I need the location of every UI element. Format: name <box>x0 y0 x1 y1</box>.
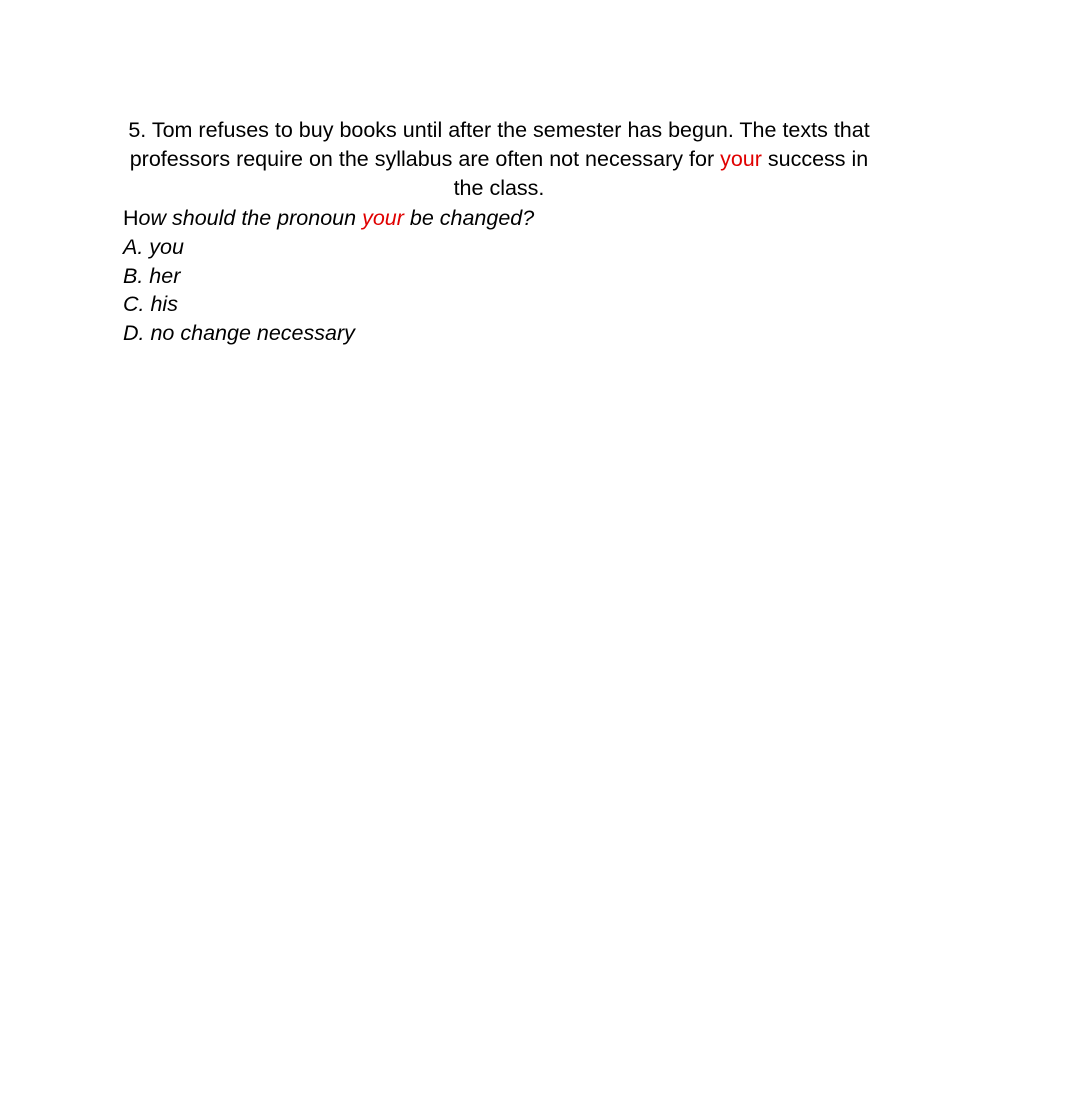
answer-choices <box>123 233 355 348</box>
question-text-after: success in the class. <box>453 147 869 200</box>
answer-choice-d: D. no change necessary <box>123 321 355 346</box>
answer-choice-a: A. you <box>123 235 184 259</box>
question-prompt <box>123 204 883 233</box>
answer-choice-c: C. his <box>123 292 178 317</box>
answer-choice-b: B. her <box>123 263 181 288</box>
prompt-highlighted-pronoun: your <box>362 206 404 230</box>
prompt-text-before: ow should the pronoun <box>138 206 363 230</box>
question-highlighted-pronoun: your <box>720 147 762 171</box>
prompt-lead-letter: H <box>123 206 139 230</box>
question-text-before: 5. Tom refuses to buy books until after the semester has begun. The texts that professors require on the syllabus are often not necessary for <box>128 118 870 171</box>
prompt-text-after: be changed? <box>403 206 535 230</box>
question-stem <box>118 116 880 203</box>
